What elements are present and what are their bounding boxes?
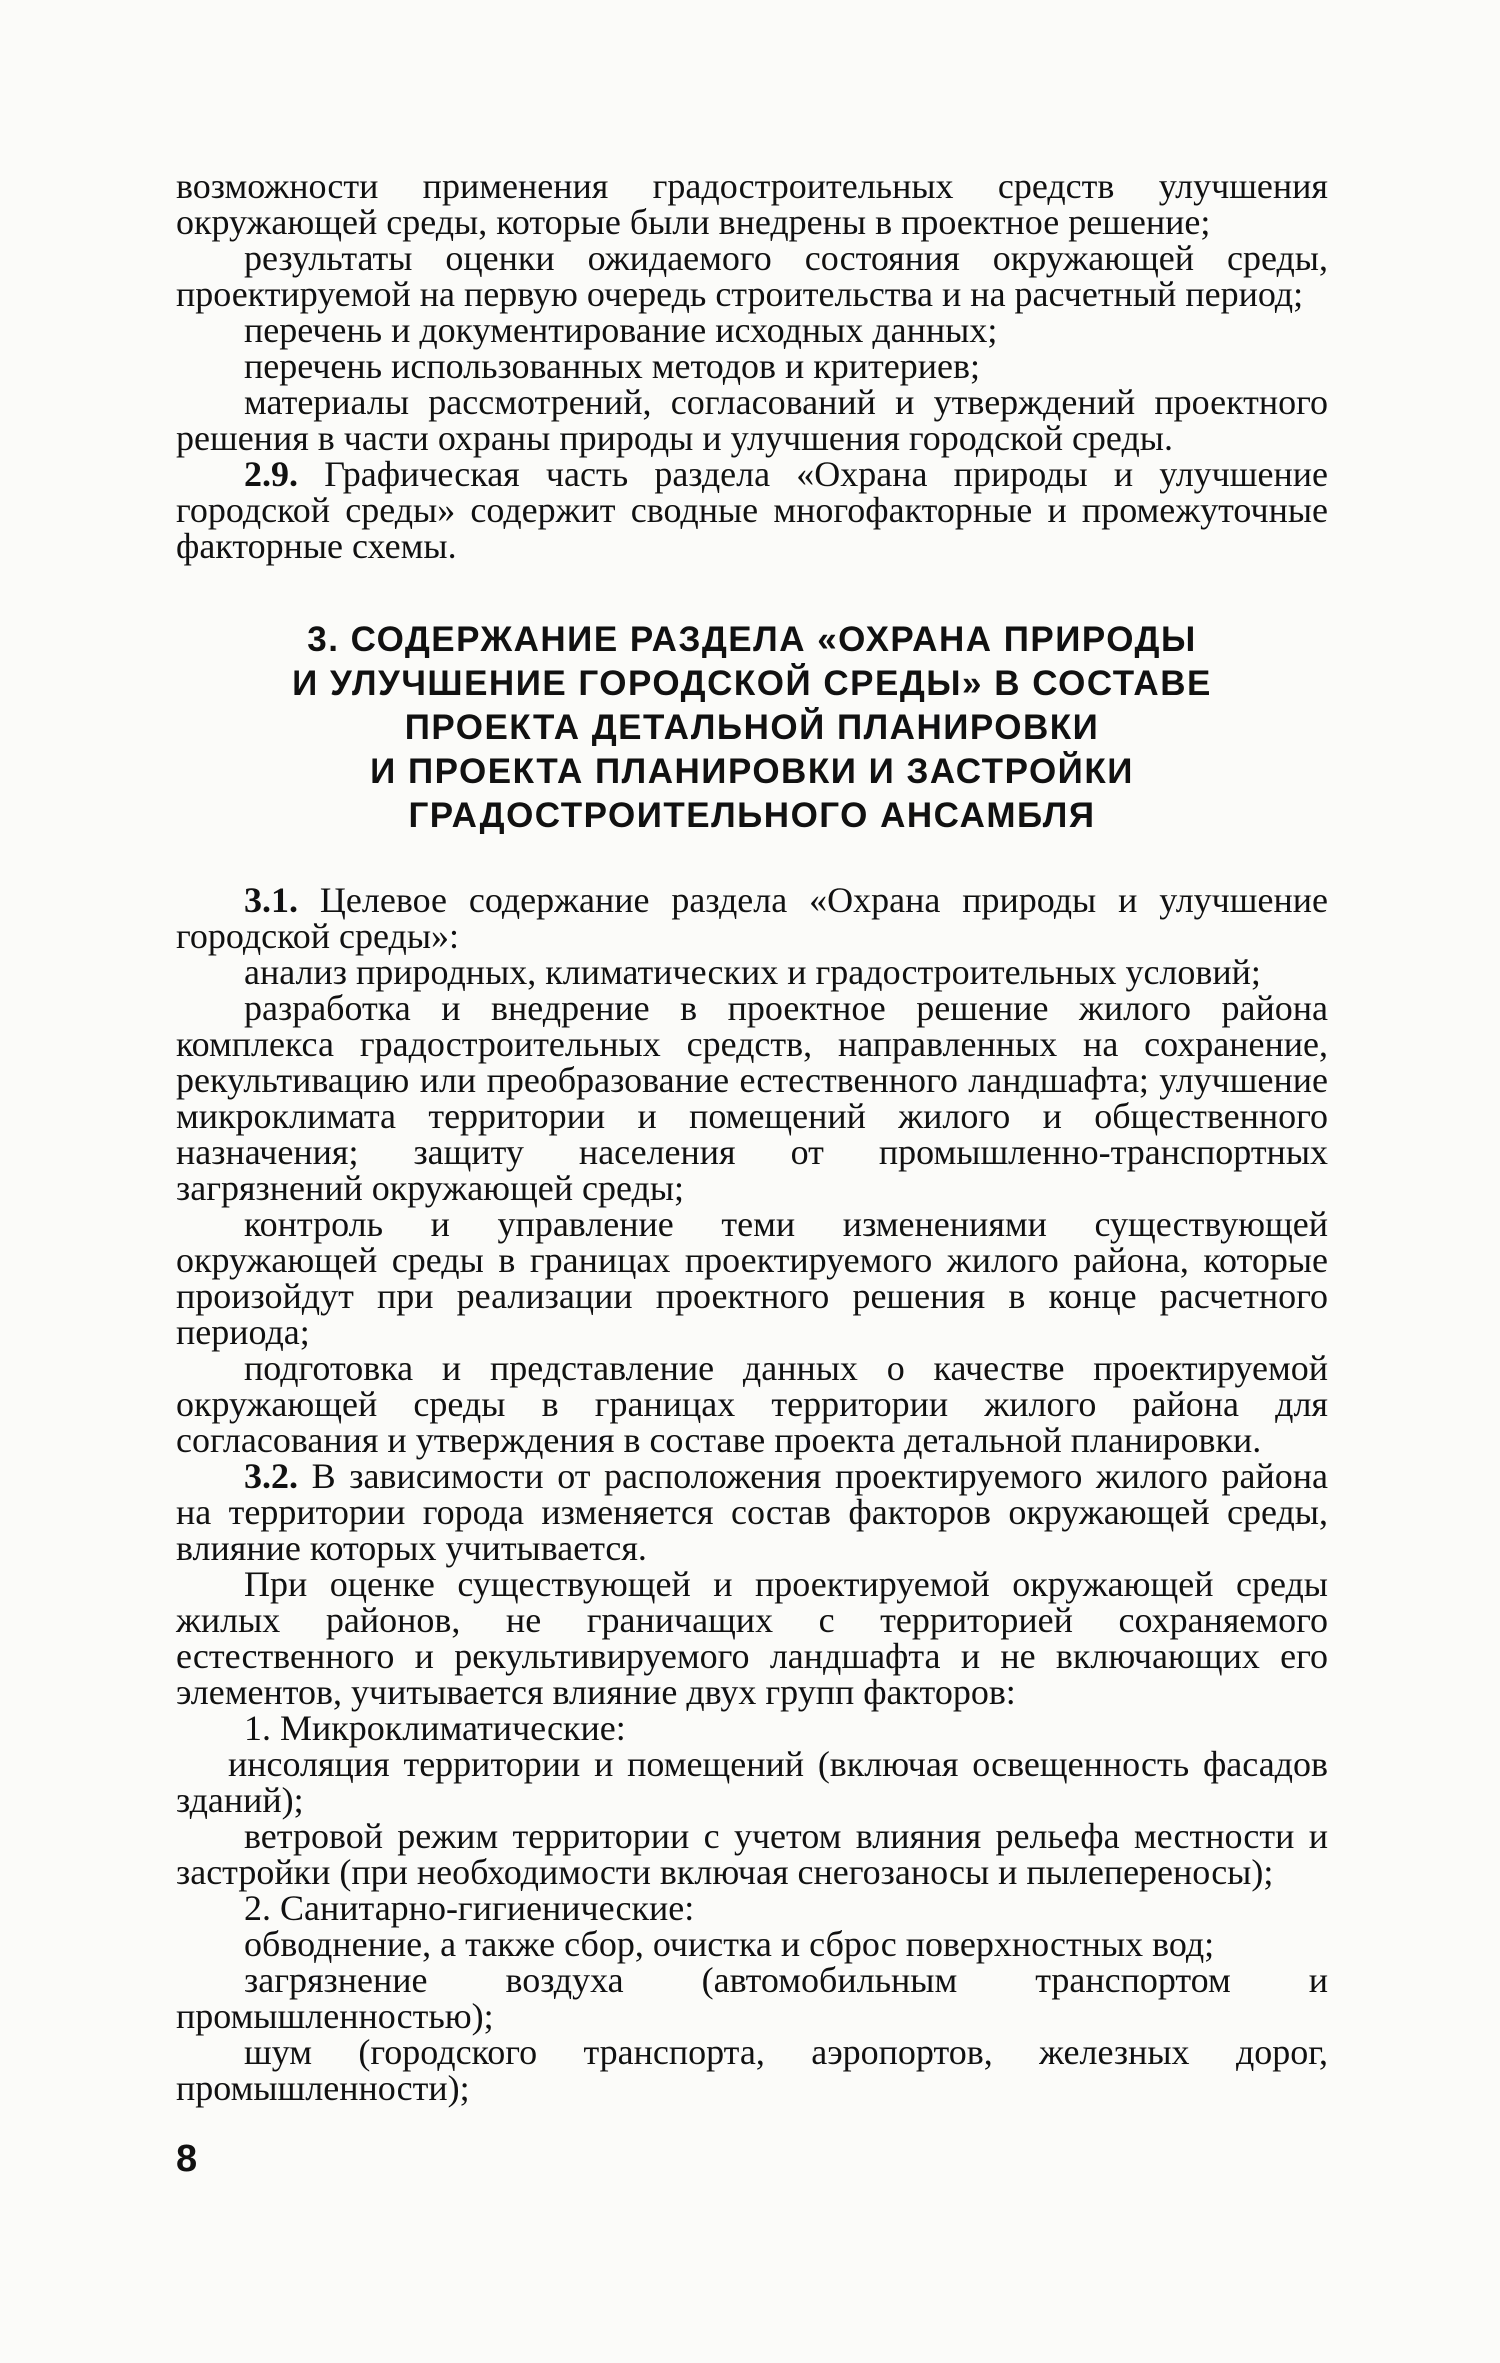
group-heading: 2. Санитарно-гигиенические: bbox=[244, 1888, 695, 1928]
clause-3-2 bbox=[176, 1458, 1328, 1566]
heading-line: ПРОЕКТА ДЕТАЛЬНОЙ ПЛАНИРОВКИ bbox=[404, 708, 1100, 747]
list-item: результаты оценки ожидаемого состояния окружающей среды, проектируемой на первую очередь строительства и на расчетный период; bbox=[176, 238, 1328, 314]
section-heading bbox=[176, 618, 1328, 838]
list-item: загрязнение воздуха (автомобильным транспортом и промышленностью); bbox=[176, 1960, 1328, 2036]
heading-line: ГРАДОСТРОИТЕЛЬНОГО АНСАМБЛЯ bbox=[408, 796, 1096, 835]
clause-number: 2.9. bbox=[244, 454, 298, 494]
list-item: инсоляция территории и помещений (включая освещенность фасадов зданий); bbox=[176, 1744, 1328, 1820]
list-item: разработка и внедрение в проектное решение жилого района комплекса градостроительных средств, направленных на сохранение, рекультивацию или преобразование естественного ландшафта; улучшение микроклимата территории и помещений жилого и общественного назначения; защиту населения от промышленно-транспортных загрязнений окружающей среды; bbox=[176, 988, 1328, 1208]
list-item: материалы рассмотрений, согласований и утверждений проектного решения в части охраны природы и улучшения городской среды. bbox=[176, 382, 1328, 458]
list-item: подготовка и представление данных о качестве проектируемой окружающей среды в границах территории жилого района для согласования и утверждения в составе проекта детальной планировки. bbox=[176, 1348, 1328, 1460]
list-item: перечень использованных методов и критериев; bbox=[244, 346, 981, 386]
paragraph: возможности применения градостроительных средств улучшения окружающей среды, которые были внедрены в проектное решение; bbox=[176, 166, 1328, 242]
clause-text: В зависимости от расположения проектируемого жилого района на территории города изменяется состав факторов окружающей среды, влияние которых учитывается. bbox=[176, 1456, 1328, 1568]
page-number: 8 bbox=[176, 2138, 198, 2180]
list-item: шум (городского транспорта, аэропортов, железных дорог, промышленности); bbox=[176, 2032, 1328, 2108]
list-item: перечень и документирование исходных данных; bbox=[244, 310, 998, 350]
text-column bbox=[176, 168, 1328, 2106]
clause-number: 3.1. bbox=[244, 880, 298, 920]
list-item: ветровой режим территории с учетом влияния рельефа местности и застройки (при необходимости включая снегозаносы и пылепереносы); bbox=[176, 1816, 1328, 1892]
list-item: обводнение, а также сбор, очистка и сброс поверхностных вод; bbox=[244, 1924, 1215, 1964]
list-item: анализ природных, климатических и градостроительных условий; bbox=[244, 952, 1261, 992]
group-heading: 1. Микроклиматические: bbox=[244, 1708, 626, 1748]
clause-3-1 bbox=[176, 882, 1328, 954]
clause-2-9 bbox=[176, 456, 1328, 564]
heading-line: И УЛУЧШЕНИЕ ГОРОДСКОЙ СРЕДЫ» В СОСТАВЕ bbox=[292, 664, 1212, 703]
paragraph: При оценке существующей и проектируемой окружающей среды жилых районов, не граничащих с территорией сохраняемого естественного и рекультивируемого ландшафта и не включающих его элементов, учитывается влияние двух групп факторов: bbox=[176, 1564, 1328, 1712]
clause-text: Целевое содержание раздела «Охрана природы и улучшение городской среды»: bbox=[176, 880, 1328, 956]
clause-number: 3.2. bbox=[244, 1456, 298, 1496]
heading-line: 3. СОДЕРЖАНИЕ РАЗДЕЛА «ОХРАНА ПРИРОДЫ bbox=[307, 620, 1197, 659]
clause-text: Графическая часть раздела «Охрана природы и улучшение городской среды» содержит сводные многофакторные и промежуточные факторные схемы. bbox=[176, 454, 1328, 566]
heading-line: И ПРОЕКТА ПЛАНИРОВКИ И ЗАСТРОЙКИ bbox=[370, 752, 1134, 791]
list-item: контроль и управление теми изменениями существующей окружающей среды в границах проектируемого жилого района, которые произойдут при реализации проектного решения в конце расчетного периода; bbox=[176, 1204, 1328, 1352]
